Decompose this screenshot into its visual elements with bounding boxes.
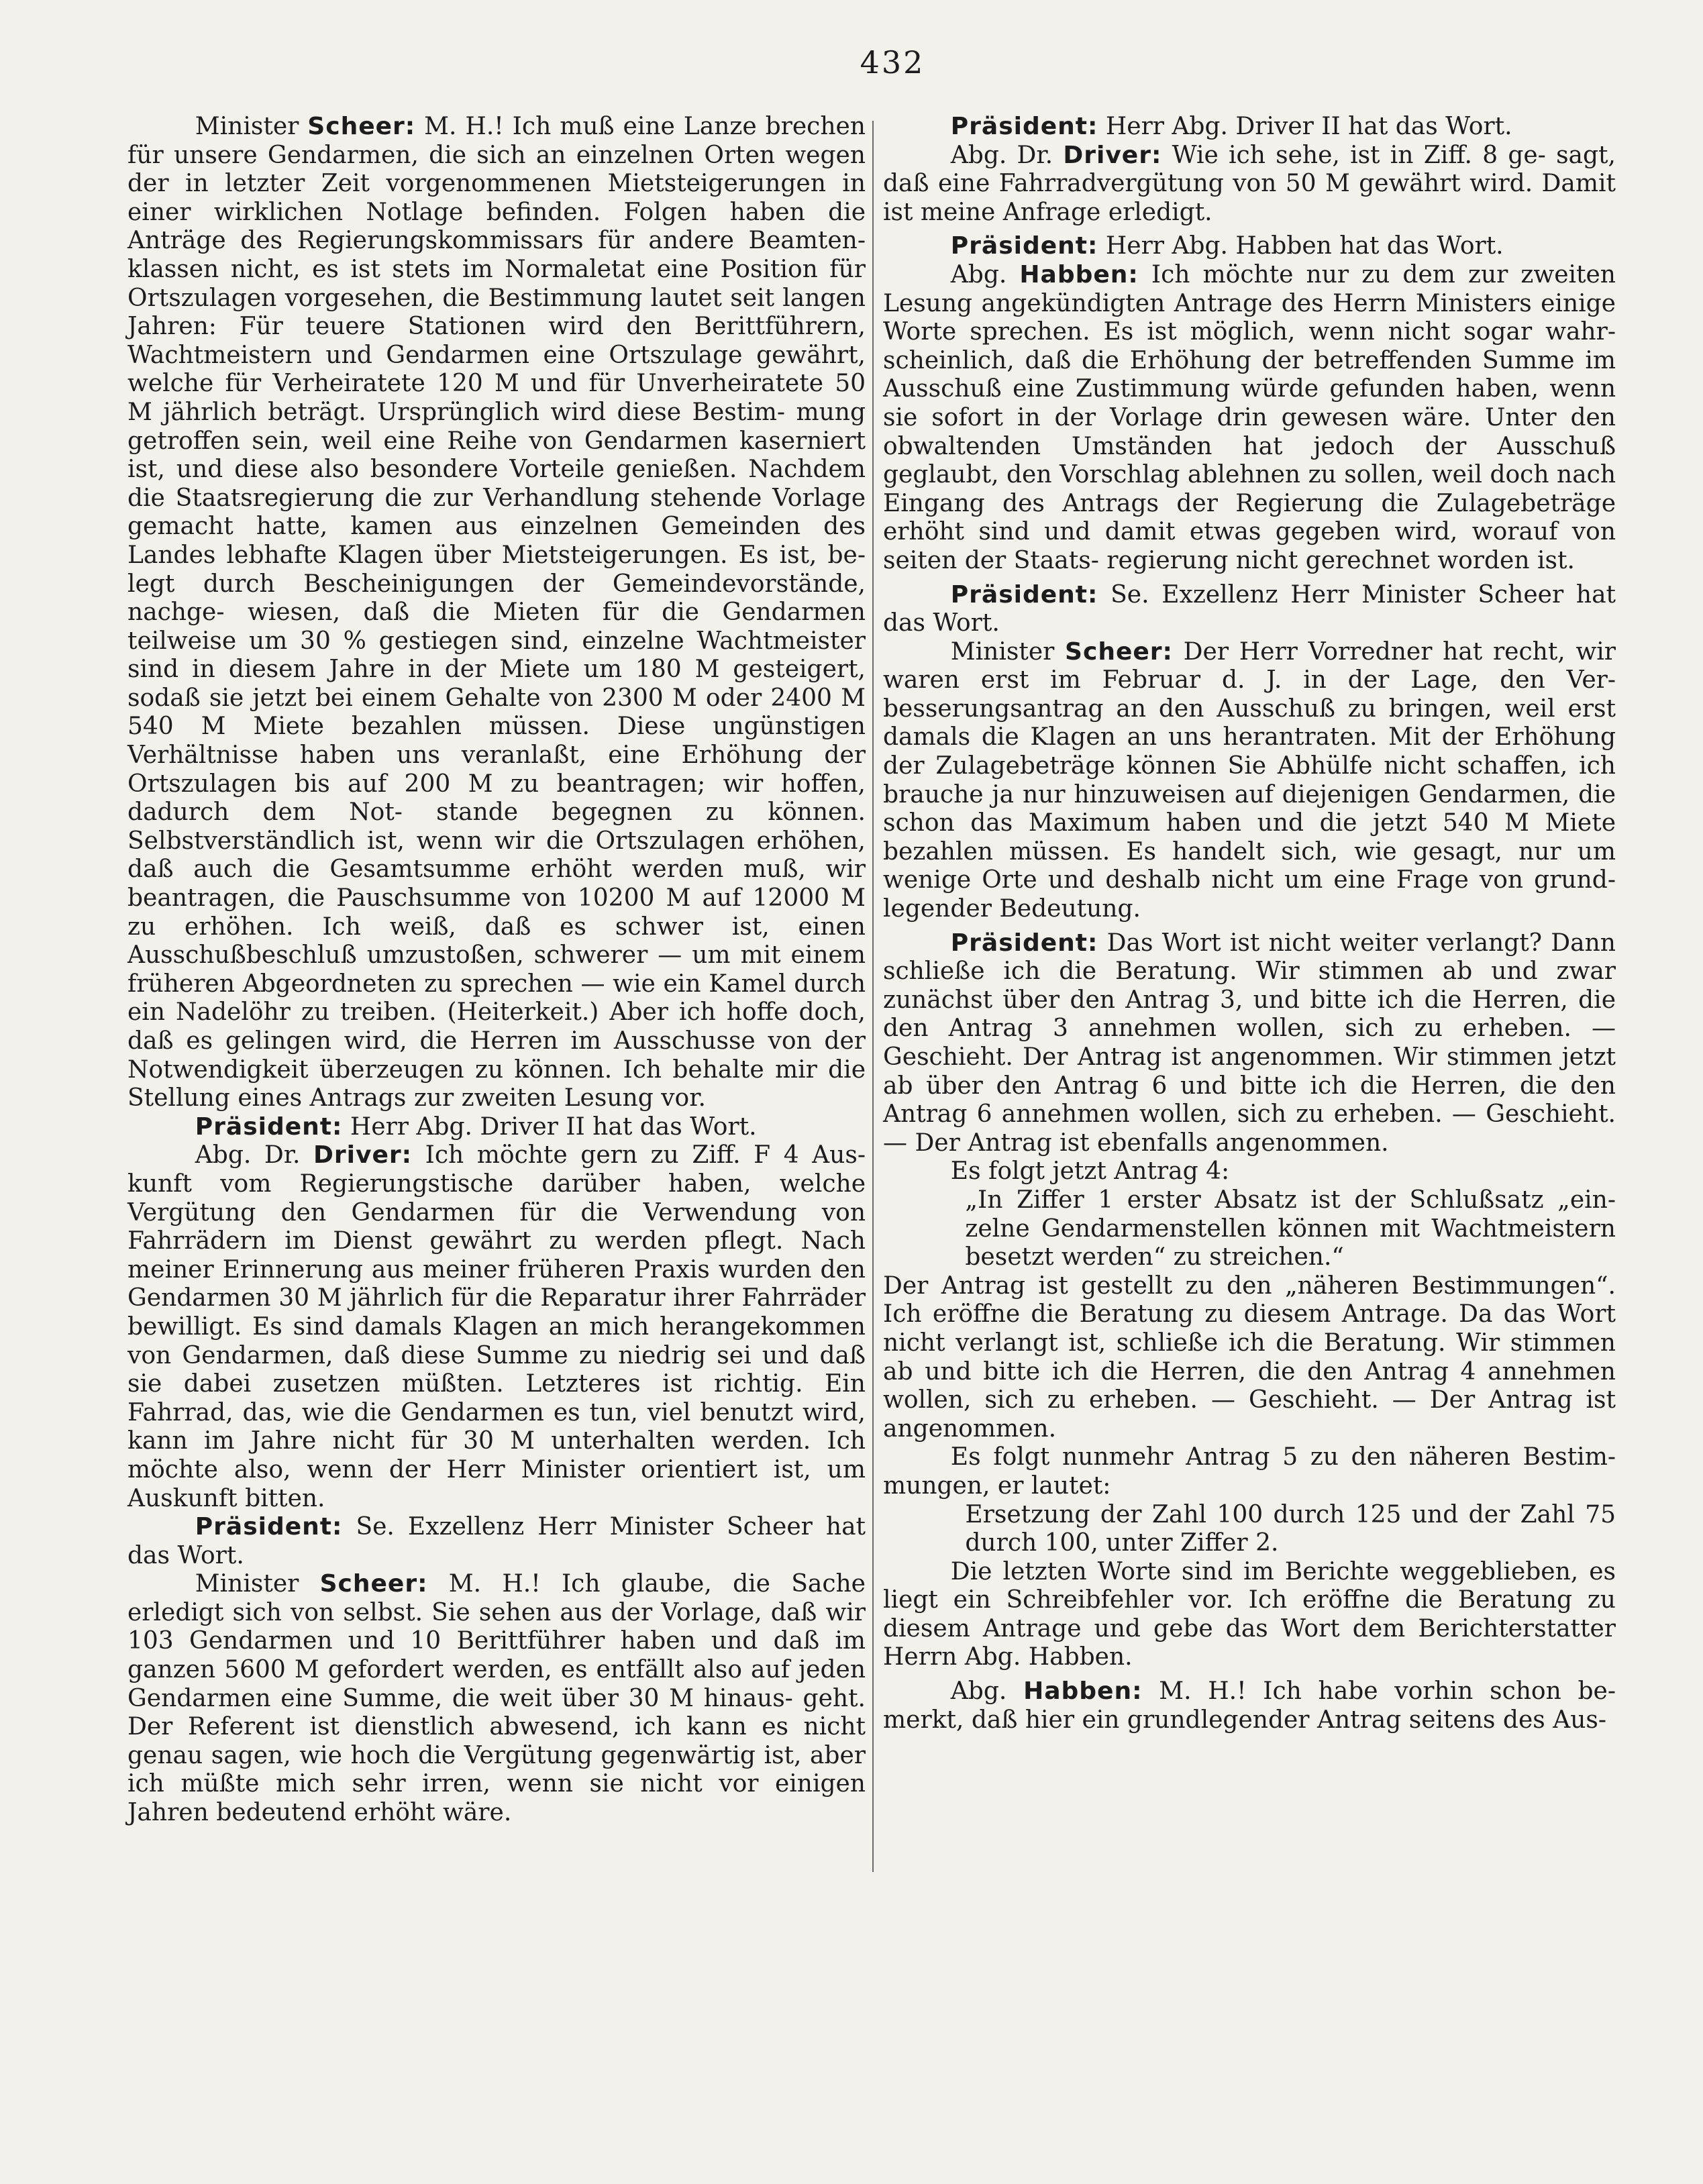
- paragraph-text: Herr Abg. Driver II hat das Wort.: [350, 1112, 757, 1141]
- right-column: [883, 113, 1616, 1734]
- speaker-role: Minister: [950, 637, 1055, 666]
- speaker-name: Präsident:: [950, 113, 1098, 140]
- paragraph-text: Die letzten Worte sind im Berichte weggeblieben, es liegt ein Schreibfehler vor. Ich eröffne die Beratung zu diesem Antrage und gebe das Wort dem Berichterstatter Herrn Abg. Habben.: [883, 1557, 1616, 1671]
- quote-text: Ersetzung der Zahl 100 durch 125 und der Zahl 75 durch 100, unter Ziffer 2.: [965, 1500, 1616, 1557]
- speaker-name: Präsident:: [195, 1513, 343, 1541]
- paragraph-text: Herr Abg. Driver II hat das Wort.: [1105, 113, 1512, 140]
- paragraph: [883, 142, 1616, 227]
- paragraph: [127, 1141, 866, 1513]
- speaker-role: Abg. Dr.: [950, 141, 1053, 169]
- paragraph-text: M. H.! Ich muß eine Lanze brechen für unsere Gendarmen, die sich an einzelnen Orten wegen der in letzter Zeit vorgenommenen Mietsteigerungen in einer wirklichen Notlage befinden. Folgen haben die Anträge des Regierungskommissars für andere Beamten- klassen nicht, es ist stets im Normaletat eine Position für Ortszulagen vorgesehen, die Bestimmung lautet seit langen Jahren: Für teuere Stationen wird den Berittführern, Wachtmeistern und Gendarmen eine Ortszulage gewährt, welche für Verheiratete 120 M und für Unverheiratete 50 M jährlich beträgt. Ursprünglich wird diese Bestim- mung getroffen sein, weil eine Reihe von Gendarmen kaserniert ist, und diese also besondere Vorteile genießen. Nachdem die Staatsregierung die zur Verhandlung stehende Vorlage gemacht hatte, kamen aus einzelnen Gemeinden des Landes lebhafte Klagen über Mietsteigerungen. Es ist, be- legt durch Bescheinigungen der Gemeindevorstände, nachge- wiesen, daß die Mieten für die Gendarmen teilweise um 30 % gestiegen sind, einzelne Wachtmeister sind in diesem Jahre in der Miete um 180 M gesteigert, sodaß sie jetzt bei einem Gehalte von 2300 M oder 2400 M 540 M Miete bezahlen müssen. Diese ungünstigen Verhältnisse haben uns veranlaßt, eine Erhöhung der Ortszulagen bis auf 200 M zu beantragen; wir hoffen, dadurch dem Not- stande begegnen zu können. Selbstverständlich ist, wenn wir die Ortszulagen erhöhen, daß auch die Gesamtsumme erhöht werden muß, wir beantragen, die Pauschsumme von 10200 M auf 12000 M zu erhöhen. Ich weiß, daß es schwer ist, einen Ausschußbeschluß umzustoßen, schwerer — um mit einem früheren Abgeordneten zu sprechen — wie ein Kamel durch ein Nadelöhr zu treiben. (Heiterkeit.) Aber ich hoffe doch, daß es gelingen wird, die Herren im Ausschusse von der Notwendigkeit überzeugen zu können. Ich behalte mir die Stellung eines Antrags zur zweiten Lesung vor.: [127, 113, 866, 1112]
- speaker-name: Präsident:: [950, 232, 1098, 260]
- page-number: 432: [860, 44, 925, 81]
- quoted-motion: [883, 1501, 1616, 1558]
- paragraph-text: Ich möchte nur zu dem zur zweiten Lesung angekündigten Antrage des Herrn Ministers einige Worte sprechen. Es ist möglich, wenn nicht sogar wahr- scheinlich, daß die Erhöhung der betreffenden Summe im Ausschuß eine Zustimmung würde gefunden haben, wenn sie sofort in der Vorlage drin gewesen wäre. Unter den obwaltenden Umständen hat jedoch der Ausschuß geglaubt, den Vorschlag ablehnen zu sollen, weil doch nach Eingang des Antrags der Regierung die Zulagebeträge erhöht sind und damit etwas gegeben wird, worauf von seiten der Staats- regierung nicht gerechnet worden ist.: [883, 260, 1616, 574]
- speaker-name: Scheer:: [307, 113, 416, 140]
- paragraph: [127, 1113, 866, 1142]
- speaker-role: Abg.: [950, 1677, 1007, 1706]
- speaker-name: Scheer:: [319, 1570, 428, 1598]
- speaker-role: Abg. Dr.: [195, 1141, 301, 1169]
- left-column: [127, 113, 866, 1828]
- speaker-name: Präsident:: [195, 1112, 343, 1141]
- paragraph-text: Es folgt nunmehr Antrag 5 zu den näheren Bestim- mungen, er lautet:: [883, 1443, 1616, 1500]
- paragraph: [883, 113, 1616, 142]
- quote-text: „In Ziffer 1 erster Absatz ist der Schlußsatz „ein- zelne Gendarmenstellen können mit Wachtmeistern besetzt werden“ zu streichen.“: [965, 1186, 1616, 1271]
- paragraph-text: M. H.! Ich glaube, die Sache erledigt sich von selbst. Sie sehen aus der Vorlage, daß wir 103 Gendarmen und 10 Berittführer haben und daß im ganzen 5600 M gefordert werden, es entfällt also auf jeden Gendarmen eine Summe, die weit über 30 M hinaus- geht. Der Referent ist dienstlich abwesend, ich kann es nicht genau sagen, wie hoch die Vergütung gegenwärtig ist, aber ich müßte mich sehr irren, wenn sie nicht vor einigen Jahren bedeutend erhöht wäre.: [127, 1570, 866, 1827]
- paragraph: [883, 929, 1616, 1158]
- speaker-role: Abg.: [950, 260, 1007, 289]
- paragraph: [883, 232, 1616, 261]
- paragraph-text: Se. Exzellenz Herr Minister Scheer hat das Wort.: [127, 1513, 866, 1569]
- paragraph: [127, 1570, 866, 1827]
- speaker-role: Minister: [195, 113, 299, 140]
- paragraph: [883, 581, 1616, 638]
- paragraph: [883, 1157, 1616, 1186]
- paragraph-text: M. H.! Ich habe vorhin schon be- merkt, daß hier ein grundlegender Antrag seitens des Aus-: [883, 1677, 1616, 1734]
- speaker-name: Driver:: [1063, 141, 1162, 169]
- paragraph: [883, 638, 1616, 924]
- paragraph-text: Se. Exzellenz Herr Minister Scheer hat das Wort.: [883, 580, 1616, 637]
- speaker-name: Habben:: [1023, 1677, 1143, 1706]
- speaker-name: Präsident:: [950, 580, 1098, 609]
- paragraph-text: Wie ich sehe, ist in Ziff. 8 ge- sagt, daß eine Fahrradvergütung von 50 M gewährt wird. Damit ist meine Anfrage erledigt.: [883, 141, 1616, 226]
- speaker-role: Minister: [195, 1570, 299, 1598]
- paragraph-text: Das Wort ist nicht weiter verlangt? Dann schließe ich die Beratung. Wir stimmen ab und zwar zunächst über den Antrag 3, und bitte ich die Herren, die den Antrag 3 annehmen wollen, sich zu erheben. — Geschieht. Der Antrag ist angenommen. Wir stimmen jetzt ab über den Antrag 6 und bitte ich die Herren, die den Antrag 6 annehmen wollen, sich zu erheben. — Geschieht. — Der Antrag ist ebenfalls angenommen.: [883, 929, 1616, 1157]
- paragraph-text: Der Antrag ist gestellt zu den „näheren Bestimmungen“. Ich eröffne die Beratung zu diesem Antrage. Da das Wort nicht verlangt ist, schließe ich die Beratung. Wir stimmen ab und bitte ich die Herren, die den Antrag 4 annehmen wollen, sich zu erheben. — Geschieht. — Der Antrag ist angenommen.: [883, 1271, 1616, 1443]
- quoted-motion: [883, 1186, 1616, 1272]
- speaker-name: Driver:: [313, 1141, 413, 1169]
- paragraph-text: Herr Abg. Habben hat das Wort.: [1105, 232, 1504, 260]
- speaker-name: Präsident:: [950, 929, 1098, 957]
- paragraph-text: Es folgt jetzt Antrag 4:: [950, 1157, 1230, 1186]
- paragraph-text: Der Herr Vorredner hat recht, wir waren erst im Februar d. J. in der Lage, den Ver- besserungsantrag an den Ausschuß zu bringen, weil erst damals die Klagen an uns herantraten. Mit der Erhöhung der Zulagebeträge können Sie Abhülfe nicht schaffen, ich brauche ja nur hinzuweisen auf diejenigen Gendarmen, die schon das Maximum haben und die jetzt 540 M Miete bezahlen müssen. Es handelt sich, wie gesagt, nur um wenige Orte und deshalb nicht um eine Frage von grund- legender Bedeutung.: [883, 637, 1616, 923]
- paragraph: [883, 1677, 1616, 1734]
- paragraph: [127, 1513, 866, 1570]
- paragraph: [883, 261, 1616, 576]
- paragraph: [883, 1558, 1616, 1672]
- column-divider: [872, 121, 874, 1872]
- paragraph: [883, 1272, 1616, 1444]
- speaker-name: Scheer:: [1065, 637, 1173, 666]
- speaker-name: Habben:: [1019, 260, 1139, 289]
- paragraph-text: Ich möchte gern zu Ziff. F 4 Aus- kunft vom Regierungstische darüber haben, welche Vergütung den Gendarmen für die Verwendung von Fahrrädern im Dienst gewährt zu werden pflegt. Nach meiner Erinnerung aus meiner früheren Praxis wurden den Gendarmen 30 M jährlich für die Reparatur ihrer Fahrräder bewilligt. Es sind damals Klagen an mich herangekommen von Gendarmen, daß diese Summe zu niedrig sei und daß sie dabei zusetzen müßten. Letzteres ist richtig. Ein Fahrrad, das, wie die Gendarmen es tun, viel benutzt wird, kann im Jahre nicht für 30 M unterhalten werden. Ich möchte also, wenn der Herr Minister orientiert ist, um Auskunft bitten.: [127, 1141, 866, 1512]
- paragraph: [127, 113, 866, 1113]
- paragraph: [883, 1443, 1616, 1500]
